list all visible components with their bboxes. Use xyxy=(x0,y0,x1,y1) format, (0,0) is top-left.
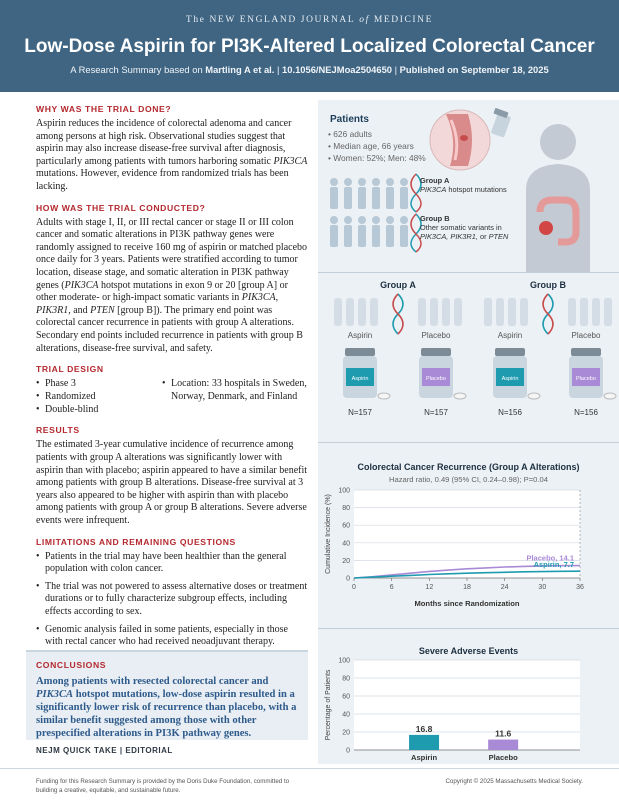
y-tick-label: 80 xyxy=(342,505,350,513)
x-category-label: Aspirin xyxy=(410,753,438,762)
how-text xyxy=(36,217,308,356)
gene-name: PIK3CA xyxy=(36,689,74,700)
y-tick-label: 80 xyxy=(342,675,350,683)
design-item: • Randomized xyxy=(36,391,162,404)
bar-aspirin xyxy=(409,735,439,750)
subtitle-pre: A Research Summary based on xyxy=(70,64,206,75)
group-a-title: Group A xyxy=(420,176,450,185)
y-tick-label: 40 xyxy=(342,540,350,548)
design-location-list xyxy=(162,378,308,416)
bar-placebo xyxy=(488,740,518,750)
how-heading: HOW WAS THE TRIAL CONDUCTED? xyxy=(36,202,206,213)
group-b-title: Group B xyxy=(530,280,566,290)
group-n: N=157 xyxy=(348,408,372,417)
page-subtitle xyxy=(0,64,619,75)
dna-icon xyxy=(543,294,553,334)
design-items xyxy=(36,378,162,416)
y-tick-label: 60 xyxy=(342,522,350,530)
gene-name: PIK3CA xyxy=(420,185,447,194)
limitations-section xyxy=(36,537,308,649)
why-text-part: mutations. However, evidence from randomized trials has been lacking. xyxy=(36,168,289,192)
gene-name: PTEN xyxy=(90,304,115,316)
bottle-label: Placebo xyxy=(426,376,446,382)
page-title: Low-Dose Aspirin for PI3K-Altered Localized Colorectal Cancer xyxy=(24,36,595,57)
patients-item: • Median age, 66 years xyxy=(328,140,426,152)
group-a-title: Group A xyxy=(380,280,416,290)
placebo-bottle-icon xyxy=(419,348,466,399)
design-item: • Double-blind xyxy=(36,404,162,417)
group-n: N=156 xyxy=(574,408,598,417)
x-tick-label: 24 xyxy=(500,584,509,591)
limitation-item: • The trial was not powered to assess alternative doses or treatment durations or to fully characterize subgroup effects, including effects according to sex. xyxy=(36,581,308,619)
limitation-item: • Genomic analysis failed in some patients, especially in those with rectal cancer who had received neoadjuvant therapy. xyxy=(36,624,308,649)
patient-silhouette-icon xyxy=(526,124,590,272)
y-tick-label: 60 xyxy=(342,693,350,701)
gene-name: PIK3CA xyxy=(273,155,308,167)
group-a-desc: hotspot mutations xyxy=(446,185,507,194)
plot-area xyxy=(354,660,580,750)
conclusions-box xyxy=(26,650,308,740)
adverse-events-bar-chart xyxy=(318,654,619,764)
group-a-people xyxy=(334,298,462,326)
how-text-part: [group B]). The primary end point was colorectal cancer recurrence in patients with group A alterations. Secondary end points included recurrence in patients with group B alterations, disease-free survival, and safety. xyxy=(36,304,303,354)
y-tick-label: 40 xyxy=(342,711,350,719)
y-tick-label: 0 xyxy=(346,747,350,755)
x-tick-label: 36 xyxy=(576,584,584,591)
x-tick-label: 12 xyxy=(425,584,434,591)
y-tick-label: 0 xyxy=(346,575,350,583)
results-text: The estimated 3-year cumulative incidence of recurrence among patients with group A alterations was significantly lower with aspirin than with placebo; aspirin appeared to have a similar benefit among patients with group B alterations. Disease-free survival at 3 years also appeared to be higher with aspirin than with placebo among patients with group A or group B alterations. Severe adverse events were infrequent. xyxy=(36,439,308,527)
design-list xyxy=(36,378,308,416)
results-section xyxy=(36,425,308,527)
series-end-label: Aspirin, 7.7 xyxy=(533,560,574,570)
why-text-part: Aspirin reduces the incidence of colorectal adenoma and cancer among persons at high risk. Observational studies suggest that aspirin may also increase disease-free survival after diagnosis, particularly among patients with tumors harboring somatic xyxy=(36,118,292,167)
bottle-label: Aspirin xyxy=(501,376,519,382)
left-column xyxy=(36,104,308,658)
group-b-people xyxy=(484,298,612,326)
group-n: N=157 xyxy=(424,408,448,417)
adverse-events-chart-title: Severe Adverse Events xyxy=(418,646,519,656)
panel-divider xyxy=(318,442,619,443)
panel-divider xyxy=(318,628,619,629)
aspirin-bottle-icon xyxy=(493,348,540,399)
colon-magnified-icon xyxy=(430,110,490,170)
x-tick-label: 18 xyxy=(463,584,471,591)
x-tick-label: 6 xyxy=(389,584,394,591)
bar-value-label: 16.8 xyxy=(415,723,433,734)
recurrence-chart-title: Colorectal Cancer Recurrence (Group A Alterations) xyxy=(357,462,580,472)
design-item: • Phase 3 xyxy=(36,378,162,391)
recurrence-line-chart xyxy=(318,484,619,612)
placebo-label: Placebo xyxy=(421,331,451,340)
conclusions-heading: CONCLUSIONS xyxy=(36,660,107,670)
conclusions-text-part: Among patients with resected colorectal cancer and xyxy=(36,676,269,687)
y-tick-label: 100 xyxy=(338,657,350,665)
placebo-bottle-icon xyxy=(569,348,616,399)
journal-main: NEW ENGLAND JOURNAL xyxy=(209,15,356,25)
subtitle-author: Martling A et al. xyxy=(205,64,275,75)
subtitle-published: Published on September 18, 2025 xyxy=(399,64,549,75)
group-a-label xyxy=(420,176,510,194)
group-b-label xyxy=(420,214,530,241)
journal-pre: The xyxy=(185,15,210,25)
header xyxy=(0,0,619,92)
results-heading: RESULTS xyxy=(36,425,80,436)
group-n: N=156 xyxy=(498,408,522,417)
dna-icon xyxy=(393,294,403,334)
limitations-heading: LIMITATIONS AND REMAINING QUESTIONS xyxy=(36,536,236,547)
limitations-list xyxy=(36,551,308,649)
gene-name: PIK3CA xyxy=(64,279,99,291)
patients-heading: Patients xyxy=(330,114,369,125)
subtitle-sep: | xyxy=(392,64,400,75)
group-b-desc: Other somatic variants in xyxy=(420,223,502,232)
gene-name: PIK3CA, PIK3R1, xyxy=(420,232,478,241)
x-category-label: Placebo xyxy=(488,753,518,762)
how-text-part: hotspot mutations in exon 9 or 20 [group A] or other moderate- or high-impact somatic variants in xyxy=(36,279,288,304)
copyright: Copyright © 2025 Massachusetts Medical Society. xyxy=(445,778,583,785)
how-text-part: and xyxy=(70,304,91,316)
x-axis-title: Months since Randomization xyxy=(414,599,520,608)
group-b-people xyxy=(330,216,408,247)
y-tick-label: 20 xyxy=(342,729,350,737)
quick-take-link[interactable]: NEJM QUICK TAKE | EDITORIAL xyxy=(36,746,173,755)
why-heading: WHY WAS THE TRIAL DONE? xyxy=(36,104,172,114)
subtitle-sep: | xyxy=(274,64,283,75)
placebo-label: Placebo xyxy=(571,331,601,340)
group-a-people xyxy=(330,178,408,209)
conclusions-text xyxy=(36,675,298,740)
gene-name: PIK3CA, PIK3R1, xyxy=(36,292,279,316)
journal-name xyxy=(0,15,619,25)
funding-note: Funding for this Research Summary is provided by the Doris Duke Foundation, committed to building a creative, equitable, and sustainable future. xyxy=(36,778,290,794)
subtitle-doi[interactable]: 10.1056/NEJMoa2504650 xyxy=(282,64,393,75)
why-section xyxy=(36,104,308,194)
gene-name: PTEN xyxy=(488,232,509,241)
journal-of: of xyxy=(355,15,374,25)
y-axis-title: Cumulative Incidence (%) xyxy=(325,494,332,574)
design-heading: TRIAL DESIGN xyxy=(36,364,104,375)
bar-value-label: 11.6 xyxy=(495,728,512,739)
aspirin-label: Aspirin xyxy=(347,331,373,340)
recurrence-chart-subtitle: Hazard ratio, 0.49 (95% CI, 0.24–0.98); P=0.04 xyxy=(389,475,548,484)
design-section xyxy=(36,364,308,416)
bottle-label: Placebo xyxy=(576,376,596,382)
journal-end: MEDICINE xyxy=(373,15,434,25)
aspirin-label: Aspirin xyxy=(497,331,523,340)
design-location: • Location: 33 hospitals in Sweden, Norway, Denmark, and Finland xyxy=(162,378,308,404)
how-section xyxy=(36,203,308,356)
why-text xyxy=(36,118,308,194)
patients-item: • 626 adults xyxy=(328,128,426,140)
limitation-item: • Patients in the trial may have been healthier than the general population with colon cancer. xyxy=(36,551,308,576)
aspirin-bottle-icon xyxy=(343,348,390,399)
group-b-title: Group B xyxy=(420,214,450,223)
footer xyxy=(0,768,619,800)
pill-bottle-icon xyxy=(491,108,512,138)
y-tick-label: 20 xyxy=(342,557,350,565)
how-text-part: Adults with stage I, II, or III rectal cancer or stage II or III colon cancer and somatic alterations in PI3K pathway genes were randomly assigned to receive 160 mg of aspirin or matched placebo once daily for 3 years. Patients were stratified according to tumor location, disease stage, and somatic alteration in PI3K pathway genes ( xyxy=(36,216,308,291)
bottle-label: Aspirin xyxy=(351,376,369,382)
y-axis-title: Percentage of Patients xyxy=(325,669,332,741)
y-tick-label: 100 xyxy=(338,487,350,495)
group-b-or: or xyxy=(477,232,489,241)
patients-item: • Women: 52%; Men: 48% xyxy=(328,152,426,164)
x-tick-label: 0 xyxy=(352,584,356,591)
conclusions-text-part: hotspot mutations, low-dose aspirin resulted in a significantly lower risk of recurrence than placebo, with a similar benefit suggested among those with other prespecified alterations in PI3K pathway genes. xyxy=(36,689,297,739)
series-end-label: Placebo, 14.1 xyxy=(526,553,574,563)
randomization-graphic xyxy=(318,272,619,442)
x-tick-label: 30 xyxy=(538,584,547,591)
